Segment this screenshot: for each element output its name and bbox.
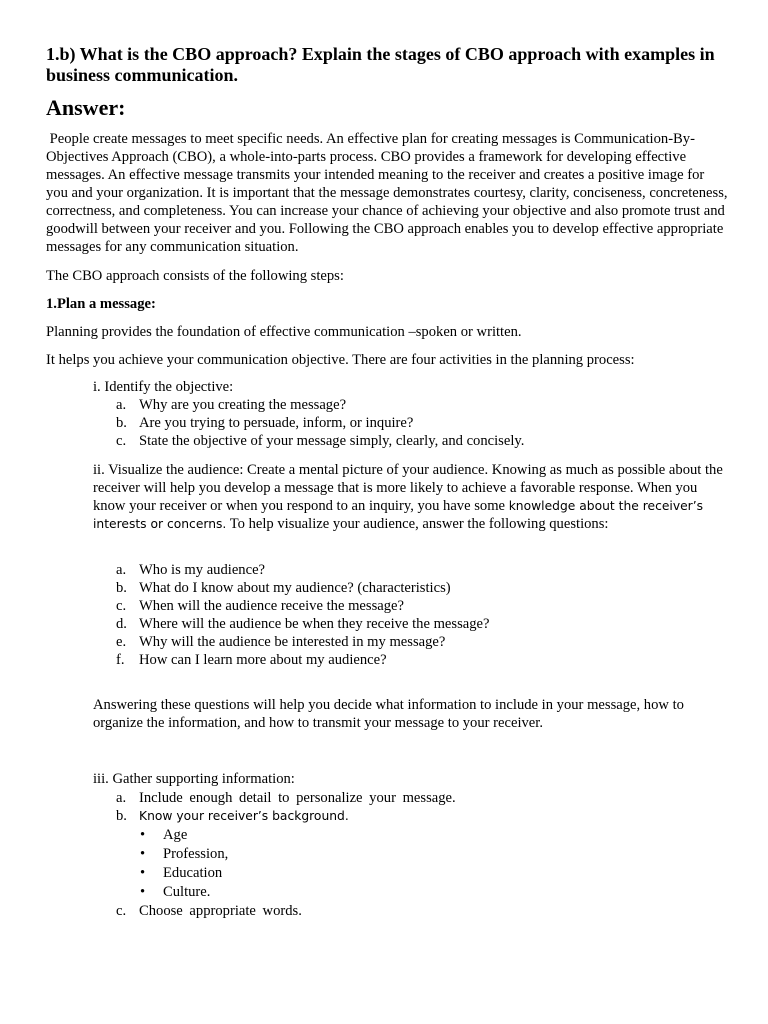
activity2-text-end: To help visualize your audience, answer the following questions: bbox=[226, 516, 609, 532]
bullet-item bbox=[140, 883, 228, 902]
activity2-closing: Answering these questions will help you decide what information to include in your message, how to organize the information, and how to transmit your message to your receiver. bbox=[93, 697, 684, 731]
list-item bbox=[116, 789, 456, 807]
steps-intro: The CBO approach consists of the following steps: bbox=[46, 268, 344, 284]
list-marker: b. bbox=[116, 580, 127, 596]
list-text: How can I learn more about my audience? bbox=[139, 652, 387, 668]
bullet-item bbox=[140, 826, 228, 845]
list-item bbox=[116, 414, 524, 432]
list-item bbox=[116, 597, 490, 615]
list-text: Who is my audience? bbox=[139, 562, 266, 578]
bullet-text: Profession, bbox=[163, 846, 229, 862]
list-item bbox=[116, 579, 490, 597]
bullet-text: Culture. bbox=[163, 884, 211, 900]
bullet-dot-icon: • bbox=[140, 865, 146, 881]
list-item bbox=[116, 633, 490, 651]
list-text: Are you trying to persuade, inform, or inquire? bbox=[139, 415, 414, 431]
list-text: Why will the audience be interested in my message? bbox=[139, 634, 446, 650]
activity3-list-c bbox=[116, 902, 302, 920]
list-text: Include enough detail to personalize your message. bbox=[139, 790, 456, 806]
list-marker: e. bbox=[116, 634, 127, 650]
activity2-text-start: ii. Visualize the audience: Create a mental picture of your audience. Knowing as much as possible about the receiver will help you develop a message that is more likely to achieve a favorable response. When you know your receiver or when you respond to an inquiry, you have some bbox=[93, 462, 723, 514]
list-marker: c. bbox=[116, 903, 127, 919]
bullet-text: Education bbox=[163, 865, 223, 881]
list-marker: d. bbox=[116, 616, 127, 632]
activity2-text-sans: knowledge about the receiver’s interests or concerns. bbox=[93, 499, 704, 531]
list-item bbox=[116, 807, 456, 825]
activity3-list-a-b bbox=[116, 789, 456, 825]
list-item bbox=[116, 432, 524, 450]
step1-heading: 1.Plan a message: bbox=[46, 296, 156, 312]
list-marker: a. bbox=[116, 790, 127, 806]
bullet-item bbox=[140, 845, 228, 864]
bullet-item bbox=[140, 864, 228, 883]
list-text: Why are you creating the message? bbox=[139, 397, 347, 413]
bullet-dot-icon: • bbox=[140, 846, 146, 862]
list-text: Where will the audience be when they receive the message? bbox=[139, 616, 490, 632]
list-marker: f. bbox=[116, 652, 125, 668]
activity1-heading: i. Identify the objective: bbox=[93, 379, 234, 395]
answer-heading: Answer: bbox=[46, 95, 126, 120]
step1-para1: Planning provides the foundation of effective communication –spoken or written. bbox=[46, 324, 522, 340]
activity2-paragraph bbox=[93, 461, 723, 533]
list-text: Know your receiver’s background. bbox=[139, 809, 349, 823]
list-item bbox=[116, 651, 490, 669]
question-title: 1.b) What is the CBO approach? Explain the stages of CBO approach with examples in business communication. bbox=[46, 44, 715, 85]
list-item bbox=[116, 615, 490, 633]
activity1-list bbox=[116, 396, 524, 450]
list-marker: c. bbox=[116, 598, 127, 614]
list-marker: a. bbox=[116, 397, 127, 413]
activity3-heading: iii. Gather supporting information: bbox=[93, 771, 295, 787]
step1-para2: It helps you achieve your communication objective. There are four activities in the planning process: bbox=[46, 352, 635, 368]
list-marker: a. bbox=[116, 562, 127, 578]
list-item bbox=[116, 396, 524, 414]
list-text: Choose appropriate words. bbox=[139, 903, 302, 919]
list-item bbox=[116, 902, 302, 920]
bullet-dot-icon: • bbox=[140, 827, 146, 843]
list-marker: b. bbox=[116, 808, 127, 824]
list-text: What do I know about my audience? (characteristics) bbox=[139, 580, 451, 596]
list-text: State the objective of your message simply, clearly, and concisely. bbox=[139, 433, 525, 449]
activity2-list bbox=[116, 561, 490, 669]
list-marker: c. bbox=[116, 433, 127, 449]
list-marker: b. bbox=[116, 415, 127, 431]
list-item bbox=[116, 561, 490, 579]
intro-paragraph bbox=[46, 130, 728, 256]
bullet-dot-icon: • bbox=[140, 884, 146, 900]
bullet-text: Age bbox=[163, 827, 188, 843]
list-text: When will the audience receive the message? bbox=[139, 598, 404, 614]
intro-text: People create messages to meet specific needs. An effective plan for creating messages is Communication-By-Objectives Approach (CBO), a whole-into-parts process. CBO provides a framework for developing effective messages. An effective message transmits your intended meaning to the receiver and creates a positive image for you and your organization. It is important that the message demonstrates courtesy, clarity, conciseness, concreteness, correctness, and completeness. You can increase your chance of achieving your objective and also promote trust and goodwill between your receiver and you. Following the CBO approach enables you to develop effective appropriate messages for any communication situation. bbox=[46, 131, 728, 255]
background-bullets bbox=[140, 826, 228, 902]
